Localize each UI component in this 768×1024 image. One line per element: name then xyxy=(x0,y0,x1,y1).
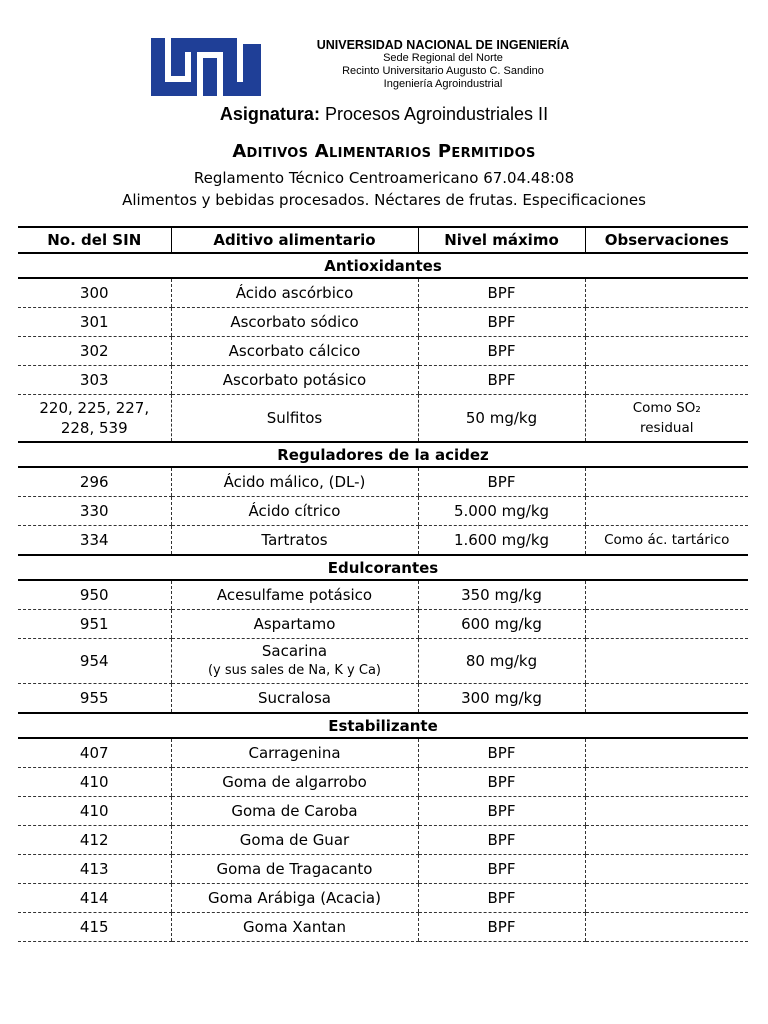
max-level-cell: BPF xyxy=(418,855,585,884)
sin-cell: 951 xyxy=(18,610,171,639)
section-heading: Estabilizante xyxy=(18,713,748,738)
max-level-cell: BPF xyxy=(418,278,585,308)
sin-line: 220, 225, 227, xyxy=(39,399,150,417)
additive-cell xyxy=(171,639,418,684)
observations-cell xyxy=(585,738,748,768)
observations-cell xyxy=(585,395,748,443)
uni-logo-icon xyxy=(151,38,261,96)
additives-table xyxy=(18,226,748,942)
sin-cell: 296 xyxy=(18,467,171,497)
table-row xyxy=(18,738,748,768)
observations-cell xyxy=(585,337,748,366)
max-level-cell: BPF xyxy=(418,768,585,797)
table-row xyxy=(18,684,748,714)
additive-cell: Tartratos xyxy=(171,526,418,556)
max-level-cell: BPF xyxy=(418,366,585,395)
max-level-cell: BPF xyxy=(418,884,585,913)
observations-cell xyxy=(585,497,748,526)
max-level-cell: 80 mg/kg xyxy=(418,639,585,684)
sin-cell xyxy=(18,395,171,443)
max-level-cell: 1.600 mg/kg xyxy=(418,526,585,556)
table-body xyxy=(18,253,748,942)
table-row xyxy=(18,639,748,684)
observation-line: residual xyxy=(640,420,694,436)
observations-cell xyxy=(585,797,748,826)
subject-label: Asignatura: xyxy=(219,104,320,124)
section-heading: Antioxidantes xyxy=(18,253,748,278)
table-row xyxy=(18,768,748,797)
table-row xyxy=(18,580,748,610)
observations-cell xyxy=(585,826,748,855)
observations-cell xyxy=(585,913,748,942)
max-level-cell: BPF xyxy=(418,337,585,366)
additive-cell: Goma de Guar xyxy=(171,826,418,855)
sin-cell: 950 xyxy=(18,580,171,610)
max-level-cell: 300 mg/kg xyxy=(418,684,585,714)
sin-cell: 413 xyxy=(18,855,171,884)
observations-cell: Como ác. tartárico xyxy=(585,526,748,556)
additive-cell: Carragenina xyxy=(171,738,418,768)
observations-cell xyxy=(585,884,748,913)
subject-line xyxy=(0,104,768,125)
subject-value: Procesos Agroindustriales II xyxy=(324,104,549,124)
additive-cell: Ascorbato sódico xyxy=(171,308,418,337)
max-level-cell: BPF xyxy=(418,308,585,337)
table-row xyxy=(18,526,748,556)
additive-cell: Ascorbato cálcico xyxy=(171,337,418,366)
table-row xyxy=(18,497,748,526)
institution-block xyxy=(268,38,618,91)
section-row xyxy=(18,713,748,738)
sin-cell: 301 xyxy=(18,308,171,337)
table-row xyxy=(18,308,748,337)
table-row xyxy=(18,337,748,366)
observations-cell xyxy=(585,366,748,395)
additive-cell: Acesulfame potásico xyxy=(171,580,418,610)
sin-cell: 412 xyxy=(18,826,171,855)
table-header-row xyxy=(18,227,748,253)
observations-cell xyxy=(585,308,748,337)
max-level-cell: BPF xyxy=(418,467,585,497)
institution-name: UNIVERSIDAD NACIONAL DE INGENIERÍA xyxy=(316,38,570,52)
observations-cell xyxy=(585,580,748,610)
sin-cell: 410 xyxy=(18,797,171,826)
section-heading: Edulcorantes xyxy=(18,555,748,580)
additive-cell: Goma Xantan xyxy=(171,913,418,942)
table-row xyxy=(18,610,748,639)
section-row xyxy=(18,253,748,278)
sin-cell: 300 xyxy=(18,278,171,308)
table-row xyxy=(18,467,748,497)
additive-note: (y sus sales de Na, K y Ca) xyxy=(207,663,381,678)
column-header: Observaciones xyxy=(585,227,748,253)
document-title: Aditivos Alimentarios Permitidos xyxy=(232,141,536,162)
table-row xyxy=(18,913,748,942)
sin-line: 228, 539 xyxy=(60,419,128,437)
observations-cell xyxy=(585,639,748,684)
max-level-cell: 350 mg/kg xyxy=(418,580,585,610)
sin-cell: 334 xyxy=(18,526,171,556)
section-row xyxy=(18,555,748,580)
max-level-cell: 600 mg/kg xyxy=(418,610,585,639)
table-row xyxy=(18,366,748,395)
sin-cell: 330 xyxy=(18,497,171,526)
max-level-cell: BPF xyxy=(418,913,585,942)
observations-cell xyxy=(585,684,748,714)
max-level-cell: BPF xyxy=(418,797,585,826)
additive-cell: Aspartamo xyxy=(171,610,418,639)
sin-cell: 407 xyxy=(18,738,171,768)
max-level-cell: 50 mg/kg xyxy=(418,395,585,443)
observations-cell xyxy=(585,278,748,308)
additive-name: Sacarina xyxy=(261,642,328,660)
observation-line: Como SO₂ xyxy=(632,400,701,416)
observations-cell xyxy=(585,855,748,884)
sin-cell: 302 xyxy=(18,337,171,366)
table-row xyxy=(18,278,748,308)
additive-cell: Sulfitos xyxy=(171,395,418,443)
additive-cell: Sucralosa xyxy=(171,684,418,714)
additive-cell: Ácido málico, (DL-) xyxy=(171,467,418,497)
max-level-cell: BPF xyxy=(418,738,585,768)
institution-line: Sede Regional del Norte xyxy=(383,52,503,64)
column-header: No. del SIN xyxy=(18,227,171,253)
letterhead xyxy=(0,0,768,110)
column-header: Nivel máximo xyxy=(418,227,585,253)
observations-cell xyxy=(585,768,748,797)
institution-line: Recinto Universitario Augusto C. Sandino xyxy=(342,65,544,77)
additive-cell: Ácido ascórbico xyxy=(171,278,418,308)
section-row xyxy=(18,442,748,467)
additive-cell: Goma Arábiga (Acacia) xyxy=(171,884,418,913)
additive-cell: Ácido cítrico xyxy=(171,497,418,526)
sin-cell: 414 xyxy=(18,884,171,913)
observations-cell xyxy=(585,610,748,639)
additive-cell: Ascorbato potásico xyxy=(171,366,418,395)
max-level-cell: 5.000 mg/kg xyxy=(418,497,585,526)
sin-cell: 303 xyxy=(18,366,171,395)
sin-cell: 410 xyxy=(18,768,171,797)
institution-line: Ingeniería Agroindustrial xyxy=(383,78,503,90)
regulation-scope: Alimentos y bebidas procesados. Néctares de frutas. Especificaciones xyxy=(122,191,646,209)
observations-cell xyxy=(585,467,748,497)
max-level-cell: BPF xyxy=(418,826,585,855)
table-row xyxy=(18,884,748,913)
additive-cell: Goma de Caroba xyxy=(171,797,418,826)
column-header: Aditivo alimentario xyxy=(171,227,418,253)
additive-cell: Goma de Tragacanto xyxy=(171,855,418,884)
table-row xyxy=(18,855,748,884)
table-row xyxy=(18,395,748,443)
regulation-reference: Reglamento Técnico Centroamericano 67.04.48:08 xyxy=(193,169,575,187)
section-heading: Reguladores de la acidez xyxy=(18,442,748,467)
table-row xyxy=(18,826,748,855)
table-row xyxy=(18,797,748,826)
sin-cell: 955 xyxy=(18,684,171,714)
regulation-block xyxy=(0,167,768,211)
sin-cell: 954 xyxy=(18,639,171,684)
sin-cell: 415 xyxy=(18,913,171,942)
additive-cell: Goma de algarrobo xyxy=(171,768,418,797)
